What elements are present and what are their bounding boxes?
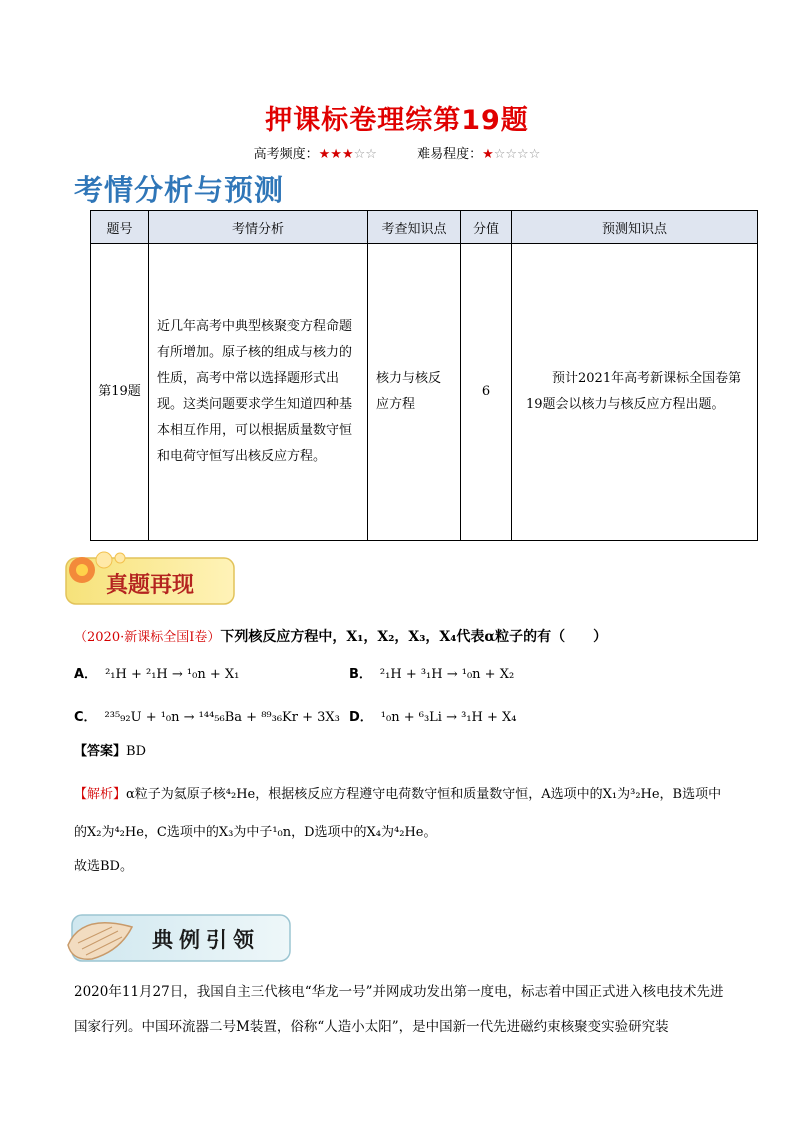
frequency-stars-empty: ☆☆	[353, 147, 377, 162]
difficulty-stars-filled: ★	[482, 147, 494, 162]
example-banner	[62, 905, 294, 967]
cell-prediction: 预计2021年高考新课标全国卷第19题会以核力与核反应方程出题。	[512, 244, 758, 541]
answer	[74, 740, 146, 759]
difficulty-label: 难易程度：	[417, 147, 483, 162]
table-row	[91, 244, 758, 541]
answer-label: 【答案】	[74, 744, 127, 759]
header-analysis: 考情分析	[149, 211, 368, 244]
option-d: D． ¹₀n + ⁶₃Li → ³₁H + X₄	[349, 710, 517, 725]
analysis	[74, 776, 734, 852]
header-number: 题号	[91, 211, 149, 244]
frequency-rating	[254, 147, 381, 162]
difficulty-rating	[417, 147, 540, 162]
header-score: 分值	[461, 211, 512, 244]
cell-score: 6	[461, 244, 512, 541]
cell-number: 第19题	[91, 244, 149, 541]
answer-value: BD	[126, 744, 146, 759]
example-paragraph: 2020年11月27日，我国自主三代核电“华龙一号”并网成功发出第一度电，标志着中国正式进入核电技术先进国家行列。中国环流器二号M装置，俗称“人造小太阳”，是中国新一代先进磁约束核聚变实验研究装	[74, 984, 724, 1035]
banner-text: 典例引领	[152, 928, 260, 952]
frequency-label: 高考频度：	[253, 147, 319, 162]
frequency-stars-filled: ★★★	[318, 147, 354, 162]
real-exam-banner	[62, 546, 238, 610]
page-title: 押课标卷理综第19题	[265, 105, 529, 136]
section-heading: 考情分析与预测	[74, 173, 285, 207]
question-source: （2020·新课标全国Ⅰ卷）	[74, 630, 221, 645]
conclusion: 故选BD。	[74, 859, 133, 874]
banner-text: 真题再现	[106, 573, 195, 598]
question-text: 下列核反应方程中，X₁，X₂，X₃，X₄代表α粒子的有（ ）	[220, 629, 608, 645]
cell-knowledge: 核力与核反应方程	[368, 244, 461, 541]
analysis-table	[90, 210, 758, 541]
header-knowledge: 考查知识点	[368, 211, 461, 244]
table-header-row	[91, 211, 758, 244]
cell-analysis: 近几年高考中典型核聚变方程命题有所增加。原子核的组成与核力的性质，高考中常以选择题形式出现。这类问题要求学生知道四种基本相互作用，可以根据质量数守恒和电荷守恒写出核反应方程。	[149, 244, 368, 541]
option-a: A． ²₁H + ²₁H → ¹₀n + X₁	[74, 667, 240, 682]
option-c: C． ²³⁵₉₂U + ¹₀n → ¹⁴⁴₅₆Ba + ⁸⁹₃₆Kr + 3X₃	[74, 710, 340, 725]
analysis-label: 【解析】	[74, 787, 127, 802]
analysis-text: α粒子为氦原子核⁴₂He，根据核反应方程遵守电荷数守恒和质量数守恒，A选项中的X₁为³₂He，B选项中的X₂为⁴₂He，C选项中的X₃为中子¹₀n，D选项中的X₄为⁴₂He。	[74, 787, 722, 840]
difficulty-stars-empty: ☆☆☆☆	[493, 147, 541, 162]
question-stem	[74, 626, 607, 646]
header-prediction: 预测知识点	[512, 211, 758, 244]
option-b: B． ²₁H + ³₁H → ¹₀n + X₂	[349, 667, 515, 682]
difficulty-ratings	[0, 143, 794, 162]
